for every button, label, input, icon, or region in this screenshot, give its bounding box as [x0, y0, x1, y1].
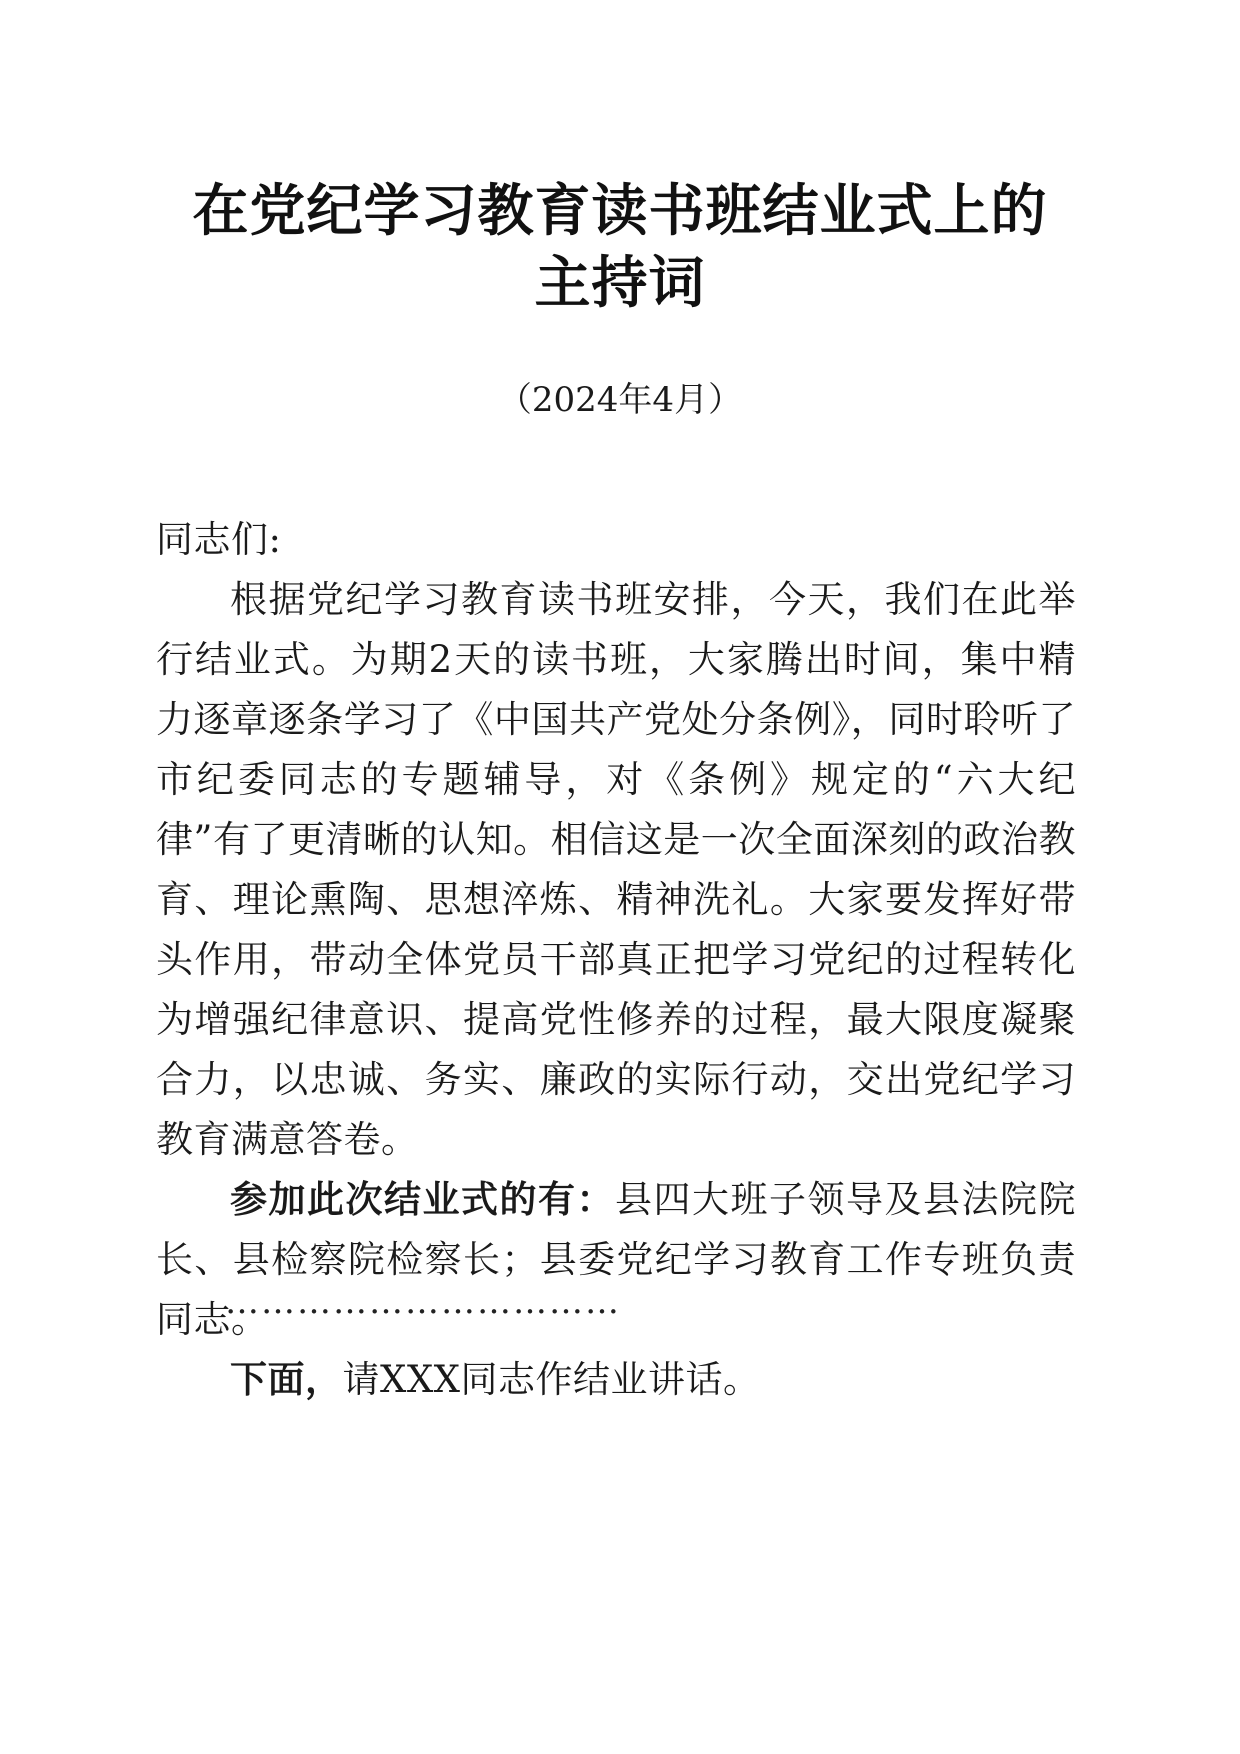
paragraph-1: 根据党纪学习教育读书班安排，今天，我们在此举行结业式。为期2天的读书班，大家腾出时间，集中精力逐章逐条学习了《中国共产党处分条例》，同时聆听了市纪委同志的专题辅导，对《条例》规定的“六大纪律”有了更清晰的认知。相信这是一次全面深刻的政治教育、理论熏陶、思想淬炼、精神洗礼。大家要发挥好带头作用，带动全体党员干部真正把学习党纪的过程转化为增强纪律意识、提高党性修养的过程，最大限度凝聚合力，以忠诚、务实、廉政的实际行动，交出党纪学习教育满意答卷。 — [156, 578, 1076, 1161]
title-line-2: 主持词 — [534, 250, 706, 316]
document-date: （2024年4月） — [497, 380, 743, 420]
ellipsis-line: …………………………… — [225, 1282, 621, 1322]
greeting: 同志们: — [156, 518, 282, 561]
paragraph-3 — [156, 1350, 1076, 1410]
document-body — [156, 510, 1076, 1410]
paragraph-2 — [156, 1170, 1076, 1350]
paragraph-2-text: 县四大班子领导及县法院院长、县检察院检察长；县委党纪学习教育工作专班负责同志。 — [156, 1178, 1076, 1341]
paragraph-3-lead: 下面， — [230, 1358, 343, 1401]
paragraph-3-text: 请XXX同志作结业讲话。 — [342, 1358, 761, 1401]
paragraph-2-lead: 参加此次结业式的有： — [230, 1178, 615, 1221]
title-line-1: 在党纪学习教育读书班结业式上的 — [192, 178, 1048, 244]
document-title — [150, 175, 1090, 319]
